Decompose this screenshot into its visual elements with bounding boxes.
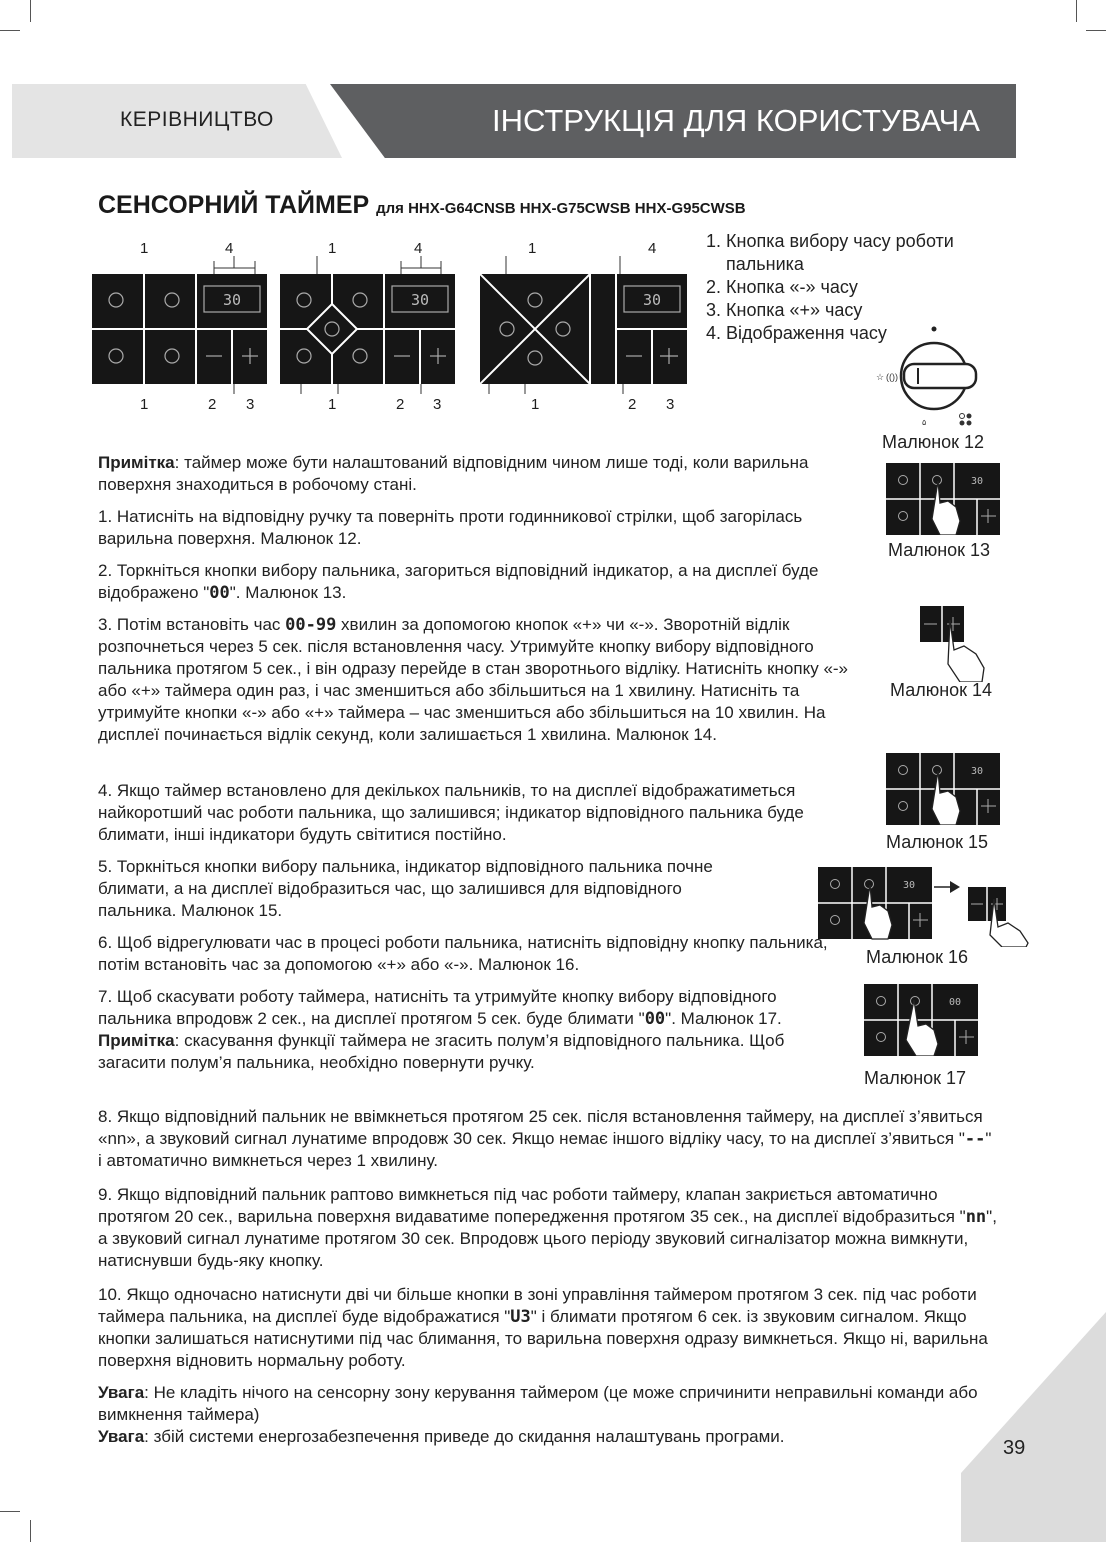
- note-paragraph: [98, 452, 848, 496]
- svg-text:(()): (()): [886, 372, 898, 382]
- legend-item-1: 1. Кнопка вибору часу роботи: [706, 231, 954, 251]
- code-dashes: --: [964, 1129, 986, 1149]
- warning-2: Увага: збій системи енергозабезпечення приведе до скидання налаштувань програми.: [98, 1427, 785, 1446]
- figure-12-caption: Малюнок 12: [882, 432, 985, 452]
- panel-2: [280, 274, 455, 384]
- panel-1: [92, 274, 267, 384]
- step-5: 5. Торкніться кнопки вибору пальника, індикатор відповідного пальника почне блимати, а на дисплеї відобразиться час, що залишився для відповідного пальника. Малюнок 15.: [98, 857, 713, 920]
- figure-16-caption: Малюнок 16: [866, 947, 969, 967]
- label-1: 1: [528, 240, 537, 257]
- svg-text:30: 30: [970, 476, 984, 487]
- figure-14: [920, 606, 1000, 682]
- step-1: 1. Натисніть на відповідну ручку та поверніть проти годинникової стрілки, щоб загорілась варильна поверхня. Малюнок 12.: [98, 507, 803, 548]
- figure-17: [864, 984, 978, 1056]
- svg-text:30: 30: [902, 880, 916, 891]
- step-4: 4. Якщо таймер встановлено для декількох пальників, то на дисплеї відображатиметься найкоротший час роботи пальника, що залишився; індикатор відповідного пальника буде блимати, інші індикатори будуть світитися постійно.: [98, 781, 804, 844]
- header-title: ІНСТРУКЦІЯ ДЛЯ КОРИСТУВАЧА: [492, 103, 980, 138]
- figure-15: [886, 753, 1000, 825]
- figure-16: [818, 867, 1032, 947]
- warning-1: Увага: Не кладіть нічого на сенсорну зону керування таймером (це може спричинити неправильні команди або вимкнення таймера): [98, 1383, 978, 1424]
- step-9: 9. Якщо відповідний пальник раптово вимкнеться під час роботи таймеру, клапан закриється автоматично протягом 20 сек., варильна поверхня видаватиме попередження протягом 35 сек., на дисплеї відобразиться "nn", а звуковий сигнал лунатиме протягом 30 сек. Впродовж цього періоду звуковий сигналізатор можна вимкнути, натиснувши будь-яку кнопку.: [98, 1185, 997, 1270]
- svg-text:۵: ۵: [922, 418, 927, 427]
- figure-13-caption: Малюнок 13: [888, 540, 991, 560]
- code-u3: U3: [510, 1307, 531, 1327]
- label-1: 1: [140, 240, 149, 257]
- label-4: 4: [225, 240, 234, 257]
- label-3: 3: [246, 396, 255, 413]
- note-text: : таймер може бути налаштований відповідним чином лише тоді, коли варильна поверхня знаходиться в робочому стані.: [98, 453, 809, 494]
- figure-13: [886, 463, 1000, 535]
- step-7: 7. Щоб скасувати роботу таймера, натисніть та утримуйте кнопку вибору відповідного пальника впродовж 2 сек., на дисплеї протягом 5 сек. буде блимати "00". Малюнок 17. Примітка: скасування функції таймера не згасить полум’я відповідного пальника. Щоб загасити полум’я пальника, необхідно повернути ручку.: [98, 987, 785, 1072]
- knob-icon: [870, 322, 980, 430]
- panel-3: [480, 274, 687, 384]
- crop-mark: [1086, 30, 1106, 31]
- label-1: 1: [328, 240, 337, 257]
- legend-item-4: 4. Відображення часу: [706, 323, 887, 343]
- warning-label: Увага: [98, 1427, 145, 1446]
- crop-mark: [0, 1511, 20, 1512]
- svg-text:30: 30: [410, 291, 430, 309]
- crop-mark: [1076, 0, 1077, 22]
- svg-text:☆: ☆: [876, 372, 885, 382]
- title-models: для HHX-G64CNSB HHX-G75CWSB HHX-G95CWSB: [376, 200, 746, 217]
- label-2: 2: [208, 396, 217, 413]
- note-label: Примітка: [98, 453, 175, 472]
- warning-label: Увага: [98, 1383, 145, 1402]
- legend-item-3: 3. Кнопка «+» часу: [706, 300, 863, 320]
- svg-text:30: 30: [642, 291, 662, 309]
- code-00: 00: [209, 583, 230, 603]
- svg-text:00: 00: [948, 997, 962, 1008]
- svg-text:30: 30: [222, 291, 242, 309]
- note2-label: Примітка: [98, 1031, 175, 1050]
- step-10: 10. Якщо одночасно натиснути дві чи більше кнопки в зоні управління таймером протягом 3 сек. під час роботи таймера пальника, на дисплеї буде відображатися "U3" і блимати протягом 6 сек. із звуковим сигналом. Якщо кнопки залишаться натиснутими під час блимання, то варильна поверхня одразу вимкнеться. Якщо ні, варильна поверхня відновить нормальну роботу.: [98, 1285, 988, 1370]
- figure-17-caption: Малюнок 17: [864, 1068, 967, 1088]
- crop-mark: [0, 30, 20, 31]
- step-2: 2. Торкніться кнопки вибору пальника, загориться відповідний індикатор, а на дисплеї буде відображено "00". Малюнок 13.: [98, 561, 819, 603]
- crop-mark: [30, 0, 31, 22]
- note2-text: : скасування функції таймера не згасить полум’я відповідного пальника. Щоб загасити полум’я пальника, необхідно повернути ручку.: [98, 1031, 785, 1072]
- figure-14-caption: Малюнок 14: [890, 680, 993, 700]
- label-3: 3: [433, 396, 442, 413]
- label-1: 1: [140, 396, 149, 413]
- page-number: 39: [1003, 1437, 1026, 1459]
- legend-item-2: 2. Кнопка «-» часу: [706, 277, 858, 297]
- label-3: 3: [666, 396, 675, 413]
- label-1: 1: [531, 396, 540, 413]
- label-2: 2: [396, 396, 405, 413]
- header-section: КЕРІВНИЦТВО: [120, 108, 274, 131]
- step-6: 6. Щоб відрегулювати час в процесі роботи пальника, натисніть відповідну кнопку пальника, потім встановіть час за допомогою «+» або «-». Малюнок 16.: [98, 933, 828, 974]
- page-title: [98, 191, 746, 220]
- label-2: 2: [628, 396, 637, 413]
- legend-item-1-cont: пальника: [726, 254, 804, 274]
- svg-text:30: 30: [970, 766, 984, 777]
- code-00: 00: [644, 1009, 666, 1029]
- label-4: 4: [414, 240, 423, 257]
- step-8: 8. Якщо відповідний пальник не ввімкнеться протягом 25 сек. після встановлення таймеру, на дисплеї з’явиться «nn», а звуковий сигнал лунатиме впродовж 30 сек. Якщо немає іншого відліку часу, то на дисплеї з’явиться "--" і автоматично вимкнеться через 1 хвилину.: [98, 1107, 992, 1170]
- code-00-99: 00-99: [285, 615, 337, 635]
- label-1: 1: [328, 396, 337, 413]
- title-main: СЕНСОРНИЙ ТАЙМЕР: [98, 191, 370, 219]
- figure-15-caption: Малюнок 15: [886, 832, 989, 852]
- step-3: 3. Потім встановіть час 00-99 хвилин за допомогою кнопок «+» чи «-». Зворотній відлік розпочнеться через 5 сек. після встановлення часу. Утримуйте кнопку вибору відповідного пальника протягом 5 сек., і він одразу перейде в стан зворотнього відліку. Натисніть кнопку «-» або «+» таймера один раз, і час зменшиться або збільшиться на 1 хвилину. Натисніть та утримуйте кнопки «-» або «+» таймера – час зменшиться або збільшиться на 10 хвилин. На дисплеї починається відлік секунд, коли залишається 1 хвилина. Малюнок 14.: [98, 615, 849, 744]
- code-nn: nn: [965, 1207, 987, 1227]
- label-4: 4: [648, 240, 657, 257]
- crop-mark: [30, 1520, 31, 1542]
